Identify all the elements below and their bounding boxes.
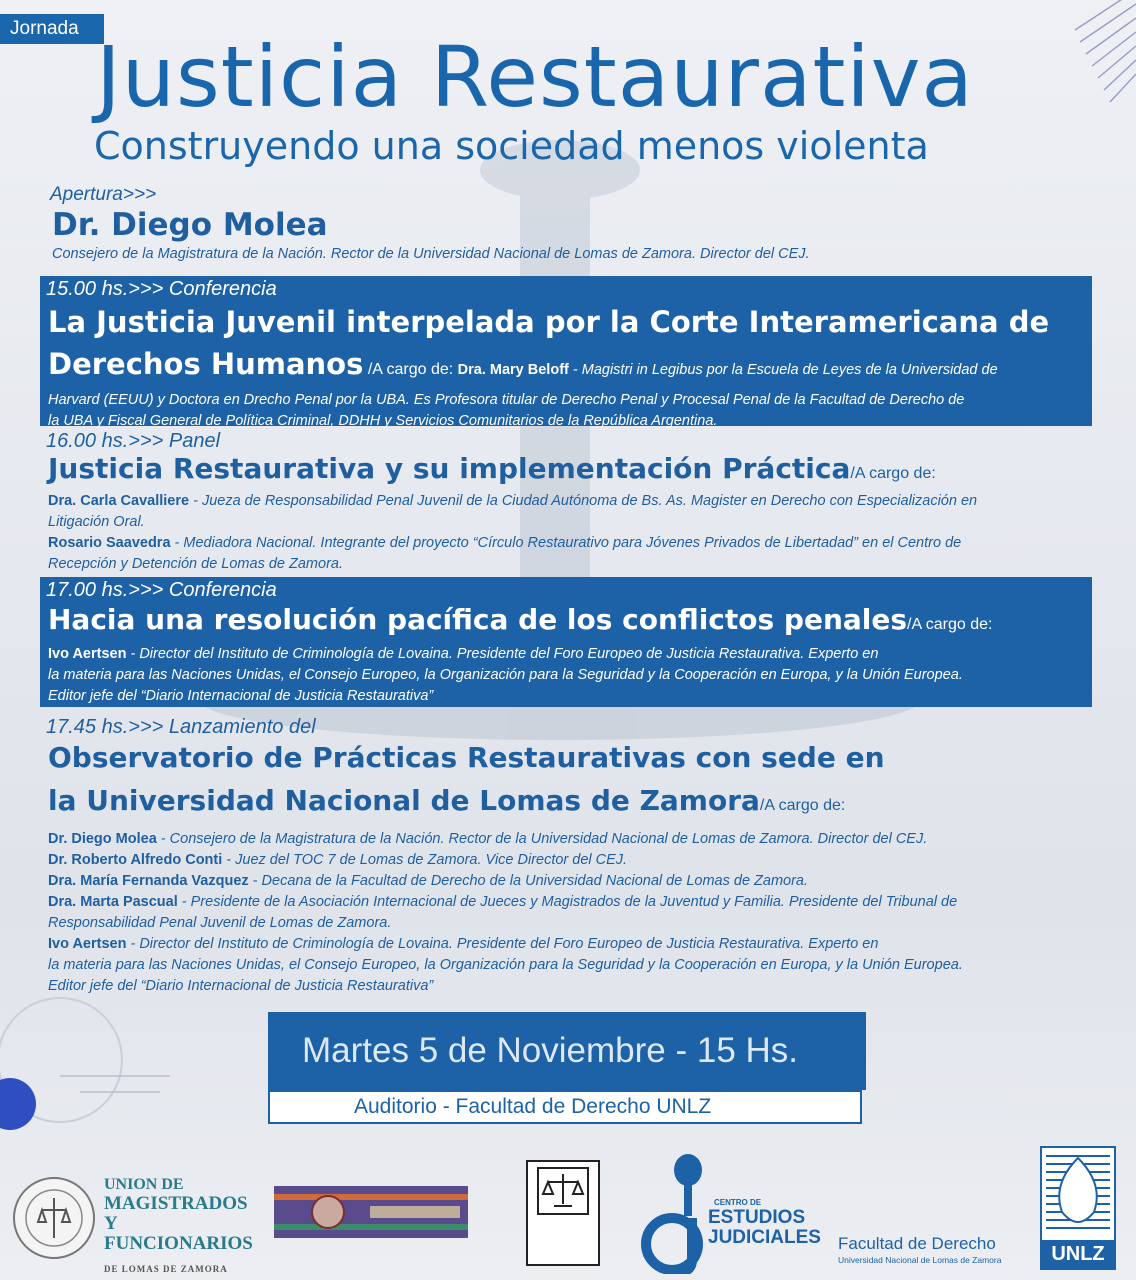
opening-kicker: Apertura>>> <box>50 184 157 205</box>
panel-section <box>40 430 1092 575</box>
s4-p4-desc-2: Responsabilidad Penal Juvenil de Lomas de Zamora. <box>48 915 392 931</box>
s4-person-1 <box>40 829 1092 850</box>
s1-speaker-desc-2: Harvard (EEUU) y Doctora en Drecho Penal por la UBA. Es Profesora titular de Derecho Penal y Procesal Penal de la Facultad de Derecho de <box>48 392 965 408</box>
event-venue: Auditorio - Facultad de Derecho UNLZ <box>268 1090 862 1124</box>
unlz-brand: UNLZ <box>1042 1240 1114 1268</box>
umf-logo-text <box>104 1176 254 1278</box>
opening-name: Dr. Diego Molea <box>52 207 328 243</box>
fd-logo-text <box>838 1234 1038 1266</box>
s4-p5-name: Ivo Aertsen <box>48 936 127 952</box>
fd-line2: Universidad Nacional de Lomas de Zamora <box>838 1255 1002 1265</box>
aimjf-banner-logo <box>274 1186 468 1238</box>
s4-person-5 <box>40 934 1092 955</box>
umf-line1: UNION DE <box>104 1176 184 1193</box>
s4-title-line2: la Universidad Nacional de Lomas de Zamora <box>48 784 760 817</box>
s4-person-4 <box>40 892 1092 913</box>
s3-person-1 <box>40 644 1092 665</box>
s2-title: Justicia Restaurativa y su implementación Práctica <box>48 452 851 485</box>
s2-kicker: 16.00 hs.>>> Panel <box>46 430 221 452</box>
s4-p3-desc: - Decana de la Facultad de Derecho de la Universidad Nacional de Lomas de Zamora. <box>248 873 809 889</box>
s2-p1-desc-1: - Jueza de Responsabilidad Penal Juvenil de la Ciudad Autónoma de Bs. As. Magister en Derecho con Especialización en <box>189 493 978 509</box>
s2-p1-desc-2: Litigación Oral. <box>48 514 145 530</box>
s4-p5-desc-1: - Director del Instituto de Criminología de Lovaina. Presidente del Foro Europeo de Justicia Restaurativa. Experto en <box>126 936 879 952</box>
s3-p1-desc-1: - Director del Instituto de Criminología de Lovaina. Presidente del Foro Europeo de Justicia Restaurativa. Experto en <box>126 646 879 662</box>
umf-line4: DE LOMAS DE ZAMORA <box>104 1264 228 1274</box>
s3-p1-desc-2: la materia para las Naciones Unidas, el Consejo Europeo, la Organización para la Seguridad y la Cooperación en Europa, y la Unión Europea. <box>48 667 963 683</box>
opening-section <box>44 184 1096 265</box>
s4-p1-desc: - Consejero de la Magistratura de la Nación. Rector de la Universidad Nacional de Lomas de Zamora. Director del CEJ. <box>156 831 928 847</box>
institute-logo <box>526 1160 600 1266</box>
s3-p1-name: Ivo Aertsen <box>48 646 127 662</box>
s3-p1-desc-3: Editor jefe del “Diario Internacional de Justicia Restaurativa” <box>48 688 434 704</box>
umf-seal-icon <box>12 1176 96 1260</box>
unlz-logo <box>1040 1146 1116 1270</box>
unlz-emblem-icon <box>1042 1148 1114 1240</box>
s4-p5-desc-3: Editor jefe del “Diario Internacional de Justicia Restaurativa” <box>48 978 434 994</box>
s4-p1-name: Dr. Diego Molea <box>48 831 157 847</box>
s1-kicker: 15.00 hs.>>> Conferencia <box>46 278 277 300</box>
conference-2-section <box>40 577 1092 707</box>
jornada-tag: Jornada <box>0 14 104 44</box>
s3-title-row <box>40 601 1092 644</box>
cej-logo <box>636 1148 821 1274</box>
s2-p2-desc-1: - Mediadora Nacional. Integrante del proyecto “Círculo Restaurativo para Jóvenes Privados de Libertadad” en el Centro de <box>170 535 962 551</box>
s4-p5-desc-2: la materia para las Naciones Unidas, el Consejo Europeo, la Organización para la Seguridad y la Cooperación en Europa, y la Unión Europea. <box>48 957 963 973</box>
s2-acargo: /A cargo de: <box>850 465 936 482</box>
cej-line3: JUDICIALES <box>708 1227 821 1248</box>
s4-p4-desc-1: - Presidente de la Asociación Internacional de Jueces y Magistrados de la Juventud y Familia. Presidente del Tribunal de <box>177 894 958 910</box>
cej-initials <box>236 1148 237 1149</box>
s1-speaker-name: Dra. Mary Beloff <box>457 362 569 378</box>
s2-person-1 <box>40 491 1092 512</box>
umf-line2: MAGISTRADOS <box>104 1193 248 1214</box>
s1-title-line2-text: Derechos Humanos <box>48 347 364 381</box>
s2-p1-name: Dra. Carla Cavalliere <box>48 493 190 509</box>
s3-acargo: /A cargo de: <box>907 616 993 633</box>
s4-p2-desc: - Juez del TOC 7 de Lomas de Zamora. Vice Director del CEJ. <box>222 852 628 868</box>
event-date: Martes 5 de Noviembre - 15 Hs. <box>268 1012 866 1090</box>
scale-icon <box>528 1162 598 1222</box>
s2-p2-desc-2: Recepción y Detención de Lomas de Zamora. <box>48 556 343 572</box>
s1-title-line1: La Justicia Juvenil interpelada por la Corte Interamericana de <box>48 305 1050 339</box>
s1-speaker-desc-1: - Magistri in Legibus por la Escuela de Leyes de la Universidad de <box>568 362 998 378</box>
umf-line3: Y FUNCIONARIOS <box>104 1213 253 1254</box>
s4-title-line1: Observatorio de Prácticas Restaurativas con sede en <box>48 741 885 774</box>
s4-p3-name: Dra. María Fernanda Vazquez <box>48 873 249 889</box>
opening-desc: Consejero de la Magistratura de la Nación. Rector de la Universidad Nacional de Lomas de Zamora. Director del CEJ. <box>52 246 810 262</box>
s4-kicker: 17.45 hs.>>> Lanzamiento del <box>46 716 316 738</box>
s4-p2-name: Dr. Roberto Alfredo Conti <box>48 852 223 868</box>
s2-p2-name: Rosario Saavedra <box>48 535 171 551</box>
page-title: Justicia Restaurativa <box>96 28 974 126</box>
launch-section <box>40 716 1092 997</box>
s3-kicker: 17.00 hs.>>> Conferencia <box>46 579 277 601</box>
umf-seal-logo <box>12 1176 96 1260</box>
cej-line2: ESTUDIOS <box>708 1207 806 1228</box>
s2-person-2 <box>40 533 1092 554</box>
aimjf-banner-icon <box>274 1186 468 1238</box>
conference-1-section <box>40 276 1092 429</box>
page-subtitle: Construyendo una sociedad menos violenta <box>94 124 929 168</box>
s4-person-2 <box>40 850 1092 871</box>
s1-title-line2 <box>40 344 1092 390</box>
s1-acargo: /A cargo de: <box>363 361 458 378</box>
s3-title: Hacia una resolución pacífica de los conflictos penales <box>48 603 908 636</box>
s4-person-3 <box>40 871 1092 892</box>
s4-title-line2-row <box>40 778 1092 829</box>
s1-speaker-desc-3: la UBA y Fiscal General de Política Criminal, DDHH y Servicios Comunitarios de la República Argentina. <box>48 413 718 429</box>
cej-line1: CENTRO DE <box>714 1198 762 1207</box>
s2-title-row <box>40 452 1092 491</box>
s4-p4-name: Dra. Marta Pascual <box>48 894 178 910</box>
fd-line1: Facultad de Derecho <box>838 1234 996 1253</box>
s4-acargo: /A cargo de: <box>759 797 846 814</box>
